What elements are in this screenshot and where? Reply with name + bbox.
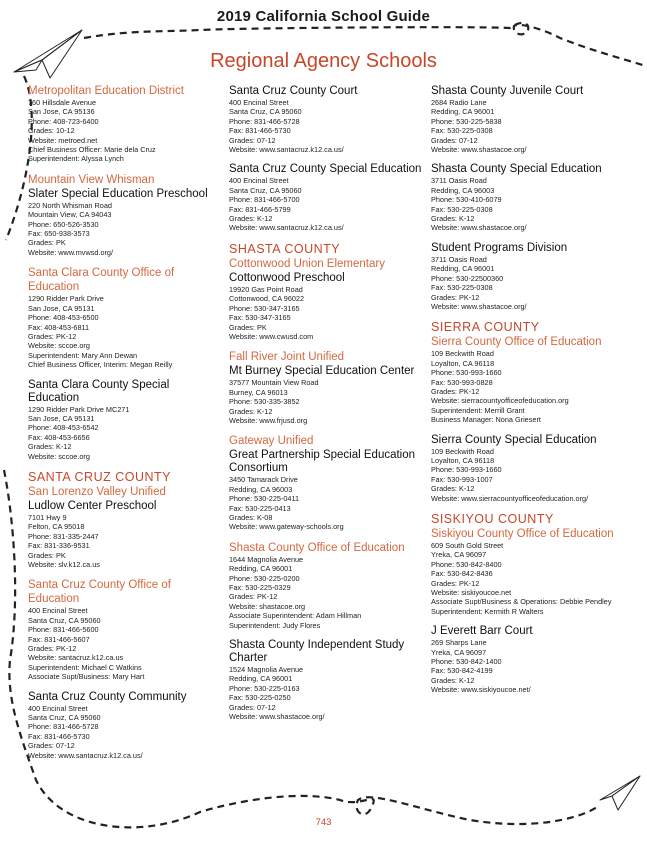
detail-line: 1290 Ridder Park Drive: [28, 294, 104, 304]
detail-line: 400 Encinal Street: [28, 606, 88, 616]
detail-line: Business Manager: Nona Griesert: [431, 415, 541, 425]
detail-line: Grades: K-12: [431, 675, 475, 685]
detail-line: Phone: 831-466-5728: [229, 116, 300, 126]
listing-column-1: [28, 84, 220, 769]
detail-line: Chief Business Officer: Marie dela Cruz: [28, 145, 156, 155]
detail-line: Superintendent: Judy Flores: [229, 620, 321, 630]
detail-line: Superintendent: Alyssa Lynch: [28, 154, 124, 164]
detail-line: Redding, CA 96001: [431, 264, 495, 274]
district-name: Siskiyou County Office of Education: [431, 528, 614, 540]
detail-line: Fax: 650-938-3573: [28, 229, 90, 239]
detail-line: Fax: 530-993-1007: [431, 474, 493, 484]
detail-line: Santa Cruz, CA 95060: [28, 615, 101, 625]
detail-line: Phone: 831-335-2447: [28, 531, 99, 541]
school-entry: [229, 350, 424, 425]
detail-line: 3711 Oasis Road: [431, 176, 487, 186]
school-name: Santa Cruz County Special Education: [229, 163, 422, 176]
school-name: Santa Cruz County Court: [229, 85, 358, 97]
detail-line: Mountain View, CA 94043: [28, 210, 112, 220]
district-name: Fall River Joint Unified: [229, 351, 345, 364]
detail-line: Grades: 07-12: [229, 135, 276, 145]
detail-line: 3450 Tamarack Drive: [229, 475, 298, 485]
detail-line: Website: www.siskiyoucoe.net/: [431, 685, 531, 695]
detail-line: Redding, CA 96001: [229, 564, 293, 574]
detail-line: Associate Superintendent: Adam Hillman: [229, 611, 362, 621]
detail-line: Grades: 07-12: [431, 135, 478, 145]
detail-line: Superintendent: Michael C Watkins: [28, 662, 142, 672]
detail-line: Phone: 408-723-6400: [28, 116, 99, 126]
detail-line: Grades: PK-12: [431, 292, 480, 302]
detail-line: Website: www.sierracountyofficeofeducation.org/: [431, 493, 589, 503]
school-name: Shasta County Juvenile Court: [431, 85, 584, 97]
school-name: Cottonwood Preschool: [229, 271, 345, 284]
detail-line: Associate Supt/Business & Operations: Debbie Pendley: [431, 597, 612, 607]
detail-line: Phone: 530-22500360: [431, 273, 504, 283]
school-name: Sierra County Special Education: [431, 433, 597, 446]
detail-line: 2684 Radio Lane: [431, 98, 487, 107]
detail-line: Phone: 530-225-0411: [229, 494, 300, 504]
detail-line: Website: www.santacruz.k12.ca.us/: [229, 223, 344, 233]
detail-line: Website: slv.k12.ca.us: [28, 560, 100, 569]
detail-line: Fax: 530-225-0308: [431, 283, 493, 293]
detail-line: Burney, CA 96013: [229, 387, 288, 397]
school-name: J Everett Barr Court: [431, 625, 533, 638]
detail-line: Grades: K-08: [229, 512, 273, 522]
school-name: Ludlow Center Preschool: [28, 499, 157, 512]
detail-line: Cottonwood, CA 96022: [229, 294, 305, 304]
school-entry: [28, 266, 220, 369]
detail-line: 1524 Magnolia Avenue: [229, 665, 304, 675]
school-entry: [431, 625, 631, 694]
detail-line: Phone: 530-842-8400: [431, 559, 502, 569]
detail-line: Phone: 831-466-5600: [28, 625, 99, 635]
detail-line: Grades: K-12: [229, 406, 273, 416]
detail-line: Website: www.shastacoe.org/: [431, 301, 527, 311]
page-number: 743: [315, 817, 332, 828]
detail-line: 400 Encinal Street: [229, 176, 289, 186]
detail-line: Fax: 530-842-4199: [431, 666, 493, 676]
detail-line: Fax: 831-466-5799: [229, 204, 291, 214]
school-name: Shasta County Special Education: [431, 163, 602, 176]
detail-line: Loyalton, CA 96118: [431, 455, 495, 465]
school-entry: [28, 470, 220, 569]
school-entry: [431, 85, 631, 154]
detail-line: 400 Encinal Street: [28, 703, 88, 713]
detail-line: Redding, CA 96001: [431, 107, 495, 117]
detail-line: Phone: 530-842-1400: [431, 657, 502, 667]
school-name: Great Partnership Special Education Consortium: [229, 449, 416, 475]
school-entry: [28, 691, 220, 760]
detail-line: 220 North Whisman Road: [28, 200, 112, 210]
detail-line: Phone: 530-225-0200: [229, 573, 300, 583]
school-entry: [431, 512, 631, 616]
detail-line: Phone: 530-335-3852: [229, 397, 300, 407]
detail-line: Phone: 408-453-6542: [28, 423, 99, 433]
detail-line: Grades: K-12: [229, 214, 273, 224]
detail-line: Phone: 530-225-5838: [431, 116, 502, 126]
detail-line: Yreka, CA 96097: [431, 647, 487, 657]
school-entry: [431, 242, 631, 311]
detail-line: Santa Cruz, CA 95060: [229, 107, 302, 117]
detail-line: Fax: 831-466-5607: [28, 634, 90, 644]
school-entry: [431, 163, 631, 232]
detail-line: Grades: 07-12: [28, 741, 75, 751]
detail-line: Superintendent: Kermith R Walters: [431, 606, 544, 616]
detail-line: 400 Encinal Street: [229, 98, 289, 107]
detail-line: Redding, CA 96001: [229, 674, 293, 684]
detail-line: Website: sccoe.org: [28, 451, 90, 461]
school-name: Student Programs Division: [431, 241, 568, 254]
detail-line: Grades: PK-12: [28, 331, 77, 341]
school-entry: [229, 541, 424, 630]
detail-line: Website: www.gateway-schools.org: [229, 522, 344, 532]
listing-column-2: [229, 84, 424, 730]
detail-line: San Jose, CA 95131: [28, 303, 95, 313]
school-entry: [28, 84, 220, 164]
detail-line: Fax: 530-225-0329: [229, 583, 291, 592]
detail-line: Website: siskiyoucoe.net: [431, 588, 512, 598]
detail-line: Fax: 530-225-0308: [431, 126, 493, 136]
detail-line: Fax: 831-466-5730: [28, 731, 90, 741]
school-entry: [229, 85, 424, 154]
detail-line: Fax: 408-453-6656: [28, 432, 90, 442]
detail-line: Grades: PK-12: [229, 592, 278, 602]
county-heading: SISKIYOU COUNTY: [431, 512, 554, 526]
detail-line: San Jose, CA 95136: [28, 107, 95, 117]
detail-line: 109 Beckwith Road: [431, 446, 494, 456]
detail-line: Website: www.santacruz.k12.ca.us/: [229, 145, 344, 155]
district-name: Mountain View Whisman: [28, 173, 155, 186]
detail-line: 37577 Mountain View Road: [229, 378, 319, 388]
district-name: Santa Cruz County Office of Education: [28, 579, 171, 606]
district-name: Cottonwood Union Elementary: [229, 257, 385, 270]
detail-line: Phone: 530-993-1660: [431, 368, 502, 378]
detail-line: Fax: 530-225-0413: [229, 503, 291, 513]
detail-line: Phone: 831-466-5700: [229, 195, 300, 205]
detail-line: Website: www.shastacoe.org/: [431, 223, 527, 233]
detail-line: 3711 Oasis Road: [431, 254, 487, 264]
detail-line: Grades: K-12: [28, 442, 72, 452]
district-name: Shasta County Office of Education: [229, 541, 405, 554]
detail-line: Phone: 408-453-6500: [28, 313, 99, 323]
detail-line: Phone: 831-466-5728: [28, 722, 99, 732]
detail-line: Grades: PK-12: [431, 578, 480, 588]
detail-line: 1644 Magnolia Avenue: [229, 554, 304, 564]
detail-line: Redding, CA 96003: [431, 185, 495, 195]
detail-line: Website: www.shastacoe.org/: [229, 712, 325, 722]
detail-line: Redding, CA 96003: [229, 484, 293, 494]
district-name: Metropolitan Education District: [28, 85, 184, 97]
detail-line: Fax: 408-453-6811: [28, 322, 90, 332]
detail-line: Phone: 530-410-6079: [431, 195, 502, 205]
detail-line: Phone: 650-526-3530: [28, 219, 99, 229]
detail-line: Website: www.cwusd.com: [229, 331, 314, 341]
school-entry: [28, 578, 220, 681]
detail-line: Phone: 530-993-1660: [431, 465, 502, 475]
detail-line: 7101 Hwy 9: [28, 512, 67, 522]
district-name: San Lorenzo Valley Unified: [28, 485, 166, 498]
school-name: Slater Special Education Preschool: [28, 187, 208, 200]
detail-line: Website: santacruz.k12.ca.us: [28, 653, 124, 663]
detail-line: Fax: 530-347-3165: [229, 313, 291, 323]
detail-line: Associate Supt/Business: Mary Hart: [28, 672, 145, 682]
detail-line: Website: www.shastacoe.org/: [431, 145, 527, 155]
district-name: Gateway Unified: [229, 435, 314, 448]
detail-line: Grades: PK: [28, 238, 66, 248]
detail-line: 609 South Gold Street: [431, 541, 504, 550]
county-heading: SIERRA COUNTY: [431, 320, 540, 335]
detail-line: 19920 Gas Point Road: [229, 284, 303, 294]
detail-line: Website: sccoe.org: [28, 341, 90, 351]
detail-line: San Jose, CA 95131: [28, 413, 95, 423]
school-name: Mt Burney Special Education Center: [229, 365, 415, 378]
detail-line: Superintendent: Mary Ann Dewan: [28, 350, 138, 360]
detail-line: Fax: 530-842-8436: [431, 569, 493, 579]
detail-line: Grades: 10-12: [28, 126, 75, 136]
school-entry: [28, 173, 220, 257]
detail-line: Website: sierracountyofficeofeducation.org: [431, 396, 569, 406]
detail-line: Grades: 07-12: [229, 702, 276, 712]
paper-plane-icon: [600, 776, 640, 810]
detail-line: Grades: PK-12: [431, 386, 480, 396]
detail-line: Website: www.santacruz.k12.ca.us/: [28, 750, 143, 760]
school-name: Shasta County Independent Study Charter: [229, 639, 405, 665]
guide-title: 2019 California School Guide: [216, 8, 431, 25]
detail-line: Grades: K-12: [431, 214, 475, 224]
detail-line: Grades: K-12: [431, 484, 475, 494]
detail-line: Loyalton, CA 96118: [431, 358, 495, 368]
detail-line: Website: www.frjusd.org: [229, 415, 308, 425]
county-heading: SHASTA COUNTY: [229, 241, 341, 256]
county-heading: SANTA CRUZ COUNTY: [28, 469, 171, 484]
listing-column-3: [431, 84, 631, 704]
detail-line: Superintendent: Merrill Grant: [431, 405, 525, 415]
detail-line: Felton, CA 95018: [28, 522, 85, 532]
detail-line: Phone: 530-347-3165: [229, 303, 300, 313]
detail-line: Chief Business Officer, Interim: Megan Reilly: [28, 360, 173, 370]
detail-line: Fax: 831-336-9531: [28, 541, 90, 551]
detail-line: Santa Cruz, CA 95060: [28, 713, 101, 723]
school-entry: [431, 434, 631, 503]
school-name: Santa Clara County Special Education: [28, 378, 170, 404]
detail-line: 1290 Ridder Park Drive MC271: [28, 404, 130, 414]
detail-line: Grades: PK: [229, 322, 267, 332]
detail-line: Website: shastacoe.org: [229, 601, 306, 611]
detail-line: Grades: PK-12: [28, 644, 77, 654]
school-entry: [229, 639, 424, 721]
district-name: Sierra County Office of Education: [431, 336, 602, 349]
detail-line: Fax: 530-225-0308: [431, 204, 493, 214]
detail-line: Phone: 530-225-0163: [229, 683, 300, 693]
detail-line: 269 Sharps Lane: [431, 638, 487, 648]
district-name: Santa Clara County Office of Education: [28, 267, 175, 294]
detail-line: 109 Beckwith Road: [431, 349, 494, 359]
school-entry: [229, 242, 424, 341]
detail-line: Fax: 831-466-5730: [229, 126, 291, 136]
detail-line: Santa Cruz, CA 95060: [229, 185, 302, 195]
school-name: Santa Cruz County Community: [28, 690, 187, 703]
school-entry: [431, 320, 631, 424]
detail-line: Website: www.mvwsd.org/: [28, 247, 114, 257]
school-entry: [229, 434, 424, 531]
school-entry: [229, 163, 424, 232]
detail-line: Grades: PK: [28, 550, 66, 560]
detail-line: Fax: 530-225-0250: [229, 693, 291, 703]
detail-line: 760 Hillsdale Avenue: [28, 98, 97, 107]
school-entry: [28, 379, 220, 461]
section-title: Regional Agency Schools: [210, 50, 437, 72]
detail-line: Website: metroed.net: [28, 135, 98, 145]
detail-line: Fax: 530-993-0828: [431, 377, 493, 387]
detail-line: Yreka, CA 96097: [431, 550, 487, 560]
